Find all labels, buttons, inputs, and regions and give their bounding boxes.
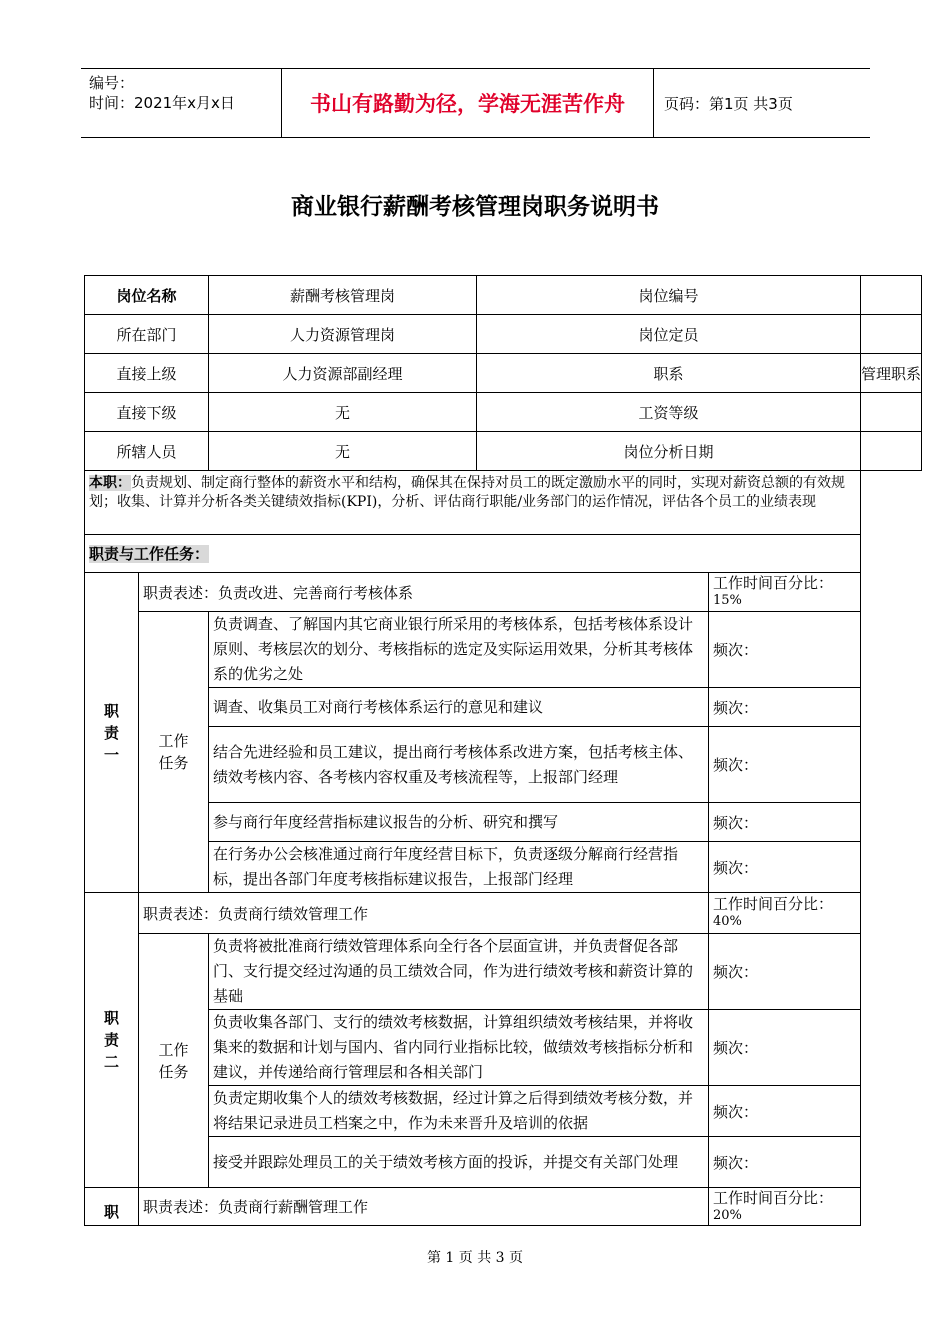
task-text: 接受并跟踪处理员工的关于绩效考核方面的投诉，并提交有关部门处理 bbox=[209, 1137, 709, 1188]
task-freq: 频次： bbox=[709, 803, 861, 842]
job-description-table bbox=[84, 275, 922, 471]
info-label: 岗位编号 bbox=[477, 276, 861, 315]
info-value: 人力资源管理岗 bbox=[209, 315, 477, 354]
header-motto: 书山有路勤为径，学海无涯苦作舟 bbox=[281, 69, 654, 137]
document-number-label: 编号： bbox=[89, 74, 135, 92]
info-value bbox=[861, 315, 922, 354]
task-freq: 频次： bbox=[709, 842, 861, 893]
pct-label: 工作时间百分比： bbox=[713, 895, 834, 913]
core-duty-text: 负责规划、制定商行整体的薪资水平和结构，确保其在保持对员工的既定激励水平的同时，实现对薪资总额的有效规划；收集、计算并分析各类关键绩效指标(KPI)，分析、评估商行职能/业务部门的运作情况，评估各个员工的业绩表现 bbox=[89, 475, 845, 510]
duty-three-desc: 职责表述：负责商行薪酬管理工作 bbox=[139, 1188, 709, 1226]
task-freq: 频次： bbox=[709, 1010, 861, 1086]
duty-three-pct bbox=[709, 1188, 861, 1226]
header-meta bbox=[81, 69, 281, 137]
task-text: 参与商行年度经营指标建议报告的分析、研究和撰写 bbox=[209, 803, 709, 842]
pct-value: 20% bbox=[713, 1207, 742, 1223]
info-row bbox=[85, 354, 922, 393]
info-label: 职系 bbox=[477, 354, 861, 393]
pct-label: 工作时间百分比： bbox=[713, 1188, 834, 1207]
info-value bbox=[861, 393, 922, 432]
core-duty-label: 本职： bbox=[89, 475, 131, 491]
info-value bbox=[861, 276, 922, 315]
pct-label: 工作时间百分比： bbox=[713, 574, 834, 592]
duty-two-pct bbox=[709, 893, 861, 934]
task-text: 负责调查、了解国内其它商业银行所采用的考核体系，包括考核体系设计原则、考核层次的划分、考核指标的选定及实际运用效果，分析其考核体系的优劣之处 bbox=[209, 612, 709, 688]
duties-header-row bbox=[85, 535, 861, 573]
task-row bbox=[85, 612, 861, 688]
duties-header: 职责与工作任务： bbox=[89, 545, 210, 563]
info-label: 岗位分析日期 bbox=[477, 432, 861, 471]
work-task-label: 工作任务 bbox=[158, 732, 189, 772]
duty-desc-row bbox=[85, 573, 861, 612]
pct-value: 40% bbox=[713, 914, 742, 929]
task-text: 在行务办公会核准通过商行年度经营目标下，负责逐级分解商行经营指标，提出各部门年度考核指标建议报告，上报部门经理 bbox=[209, 842, 709, 893]
info-label: 直接上级 bbox=[85, 354, 209, 393]
info-row bbox=[85, 276, 922, 315]
info-label: 岗位定员 bbox=[477, 315, 861, 354]
duty-one-desc: 职责表述：负责改进、完善商行考核体系 bbox=[139, 573, 709, 612]
task-text: 负责收集各部门、支行的绩效考核数据，计算组织绩效考核结果，并将收集来的数据和计划与国内、省内同行业指标比较，做绩效考核指标分析和建议，并传递给商行管理层和各相关部门 bbox=[209, 1010, 709, 1086]
info-label: 工资等级 bbox=[477, 393, 861, 432]
task-freq: 频次： bbox=[709, 934, 861, 1010]
info-value bbox=[861, 432, 922, 471]
info-row bbox=[85, 393, 922, 432]
info-label: 所辖人员 bbox=[85, 432, 209, 471]
document-title: 商业银行薪酬考核管理岗职务说明书 bbox=[291, 194, 659, 220]
duty-three-label: 职 bbox=[85, 1188, 139, 1226]
duties-table bbox=[84, 470, 861, 1226]
info-value: 人力资源部副经理 bbox=[209, 354, 477, 393]
task-text: 负责定期收集个人的绩效考核数据，经过计算之后得到绩效考核分数，并将结果记录进员工档案之中，作为未来晋升及培训的依据 bbox=[209, 1086, 709, 1137]
info-label: 所在部门 bbox=[85, 315, 209, 354]
core-duty-row bbox=[85, 471, 861, 535]
duty-two-label: 职责二 bbox=[104, 1009, 120, 1071]
info-value: 薪酬考核管理岗 bbox=[209, 276, 477, 315]
document-time-label: 时间：2021年x月x日 bbox=[89, 94, 235, 112]
page-header bbox=[81, 68, 870, 138]
duty-two-desc: 职责表述：负责商行绩效管理工作 bbox=[139, 893, 709, 934]
info-value: 管理职系 bbox=[861, 354, 922, 393]
info-value: 无 bbox=[209, 393, 477, 432]
page-footer: 第 1 页 共 3 页 bbox=[426, 1250, 524, 1266]
task-freq: 频次： bbox=[709, 727, 861, 803]
task-freq: 频次： bbox=[709, 612, 861, 688]
task-row bbox=[85, 934, 861, 1010]
task-freq: 频次： bbox=[709, 688, 861, 727]
header-page-info: 页码：第1页 共3页 bbox=[664, 94, 793, 113]
info-label: 直接下级 bbox=[85, 393, 209, 432]
duty-one-pct bbox=[709, 573, 861, 612]
duty-desc-row bbox=[85, 1188, 861, 1226]
duty-desc-row bbox=[85, 893, 861, 934]
pct-value: 15% bbox=[713, 593, 742, 608]
info-value: 无 bbox=[209, 432, 477, 471]
info-label: 岗位名称 bbox=[85, 276, 209, 315]
task-text: 结合先进经验和员工建议，提出商行考核体系改进方案，包括考核主体、绩效考核内容、各考核内容权重及考核流程等，上报部门经理 bbox=[209, 727, 709, 803]
task-freq: 频次： bbox=[709, 1137, 861, 1188]
task-text: 负责将被批准商行绩效管理体系向全行各个层面宣讲，并负责督促各部门、支行提交经过沟通的员工绩效合同，作为进行绩效考核和薪资计算的基础 bbox=[209, 934, 709, 1010]
task-text: 调查、收集员工对商行考核体系运行的意见和建议 bbox=[209, 688, 709, 727]
task-freq: 频次： bbox=[709, 1086, 861, 1137]
duty-one-label: 职责一 bbox=[104, 701, 120, 764]
info-row bbox=[85, 315, 922, 354]
work-task-label: 工作任务 bbox=[158, 1040, 189, 1081]
info-row bbox=[85, 432, 922, 471]
